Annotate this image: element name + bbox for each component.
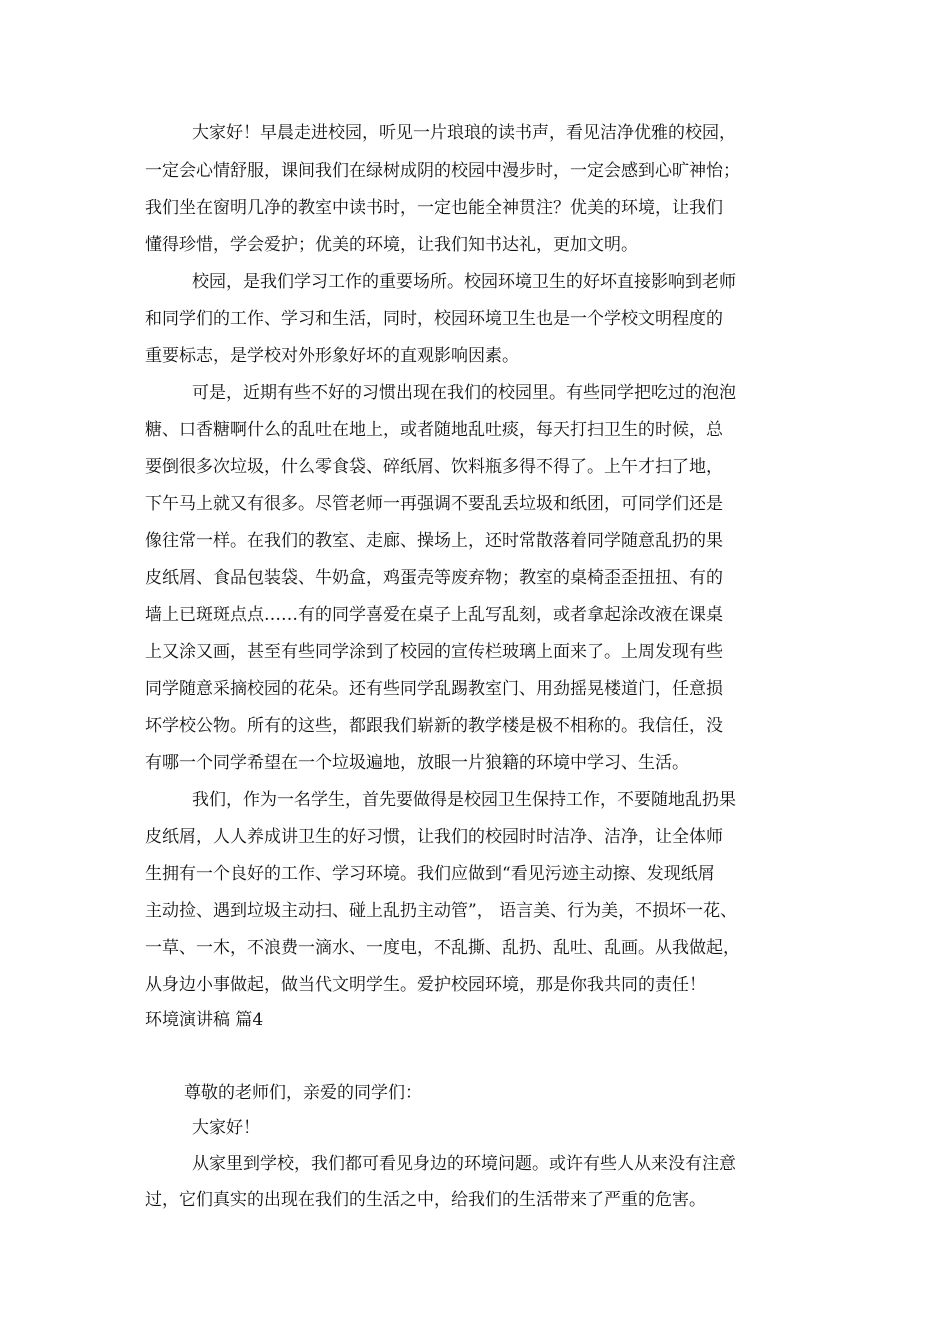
paragraph-3-line-2: 糖、口香糖啊什么的乱吐在地上，或者随地乱吐痰，每天打扫卫生的时候，总 [145,420,723,440]
section-title: 环境演讲稿 篇4 [145,1010,264,1030]
paragraph-4-line-2: 皮纸屑，人人养成讲卫生的好习惯，让我们的校园时时洁净、洁净，让全体师 [145,827,723,847]
paragraph-4-line-4: 主动捡、遇到垃圾主动扫、碰上乱扔主动管”， 语言美、行为美，不损坏一花、 [145,901,738,921]
paragraph-1-line-3: 我们坐在窗明几净的教室中读书时，一定也能全神贯注？优美的环境，让我们 [145,198,723,218]
paragraph-4-line-1: 我们，作为一名学生，首先要做得是校园卫生保持工作，不要随地乱扔果 [192,790,736,810]
paragraph-1-line-1: 大家好！早晨走进校园，听见一片琅琅的读书声，看见洁净优雅的校园， [192,123,736,143]
closing-paragraph-line-1: 从家里到学校，我们都可看见身边的环境问题。或许有些人从来没有注意 [192,1154,736,1174]
paragraph-2-line-2: 和同学们的工作、学习和生活，同时，校园环境卫生也是一个学校文明程度的 [145,309,723,329]
paragraph-4-line-3: 生拥有一个良好的工作、学习环境。我们应做到“看见污迹主动擦、发现纸屑 [145,864,715,884]
paragraph-3-line-4: 下午马上就又有很多。尽管老师一再强调不要乱丢垃圾和纸团，可同学们还是 [145,494,723,514]
paragraph-1-line-2: 一定会心情舒服，课间我们在绿树成阴的校园中漫步时，一定会感到心旷神怡； [145,161,740,181]
paragraph-3-line-10: 坏学校公物。所有的这些，都跟我们崭新的教学楼是极不相称的。我信任，没 [145,716,723,736]
closing-paragraph-line-2: 过，它们真实的出现在我们的生活之中，给我们的生活带来了严重的危害。 [145,1190,706,1210]
paragraph-3-line-8: 上又涂又画，甚至有些同学涂到了校园的宣传栏玻璃上面来了。上周发现有些 [145,642,723,662]
paragraph-3-line-7: 墙上已斑斑点点……有的同学喜爱在桌子上乱写乱刻，或者拿起涂改液在课桌 [145,605,723,625]
paragraph-3-line-1: 可是，近期有些不好的习惯出现在我们的校园里。有些同学把吃过的泡泡 [192,383,736,403]
greeting: 大家好！ [192,1118,260,1138]
paragraph-3-line-3: 要倒很多次垃圾，什么零食袋、碎纸屑、饮料瓶多得不得了。上午才扫了地， [145,457,723,477]
paragraph-1-line-4: 懂得珍惜，学会爱护；优美的环境，让我们知书达礼，更加文明。 [145,235,638,255]
paragraph-4-line-6: 从身边小事做起，做当代文明学生。爱护校园环境，那是你我共同的责任！ [145,975,706,995]
paragraph-3-line-11: 有哪一个同学希望在一个垃圾遍地，放眼一片狼籍的环境中学习、生活。 [145,753,689,773]
paragraph-3-line-9: 同学随意采摘校园的花朵。还有些同学乱踢教室门、用劲摇晃楼道门，任意损 [145,679,723,699]
paragraph-3-line-6: 皮纸屑、食品包装袋、牛奶盒，鸡蛋壳等废弃物；教室的桌椅歪歪扭扭、有的 [145,568,723,588]
paragraph-3-line-5: 像往常一样。在我们的教室、走廊、操场上，还时常散落着同学随意乱扔的果 [145,531,723,551]
paragraph-4-line-5: 一草、一木，不浪费一滴水、一度电，不乱撕、乱扔、乱吐、乱画。从我做起， [145,938,740,958]
paragraph-2-line-1: 校园，是我们学习工作的重要场所。校园环境卫生的好坏直接影响到老师 [192,272,736,292]
paragraph-2-line-3: 重要标志，是学校对外形象好坏的直观影响因素。 [145,346,519,366]
salutation: 尊敬的老师们，亲爱的同学们： [184,1083,422,1103]
